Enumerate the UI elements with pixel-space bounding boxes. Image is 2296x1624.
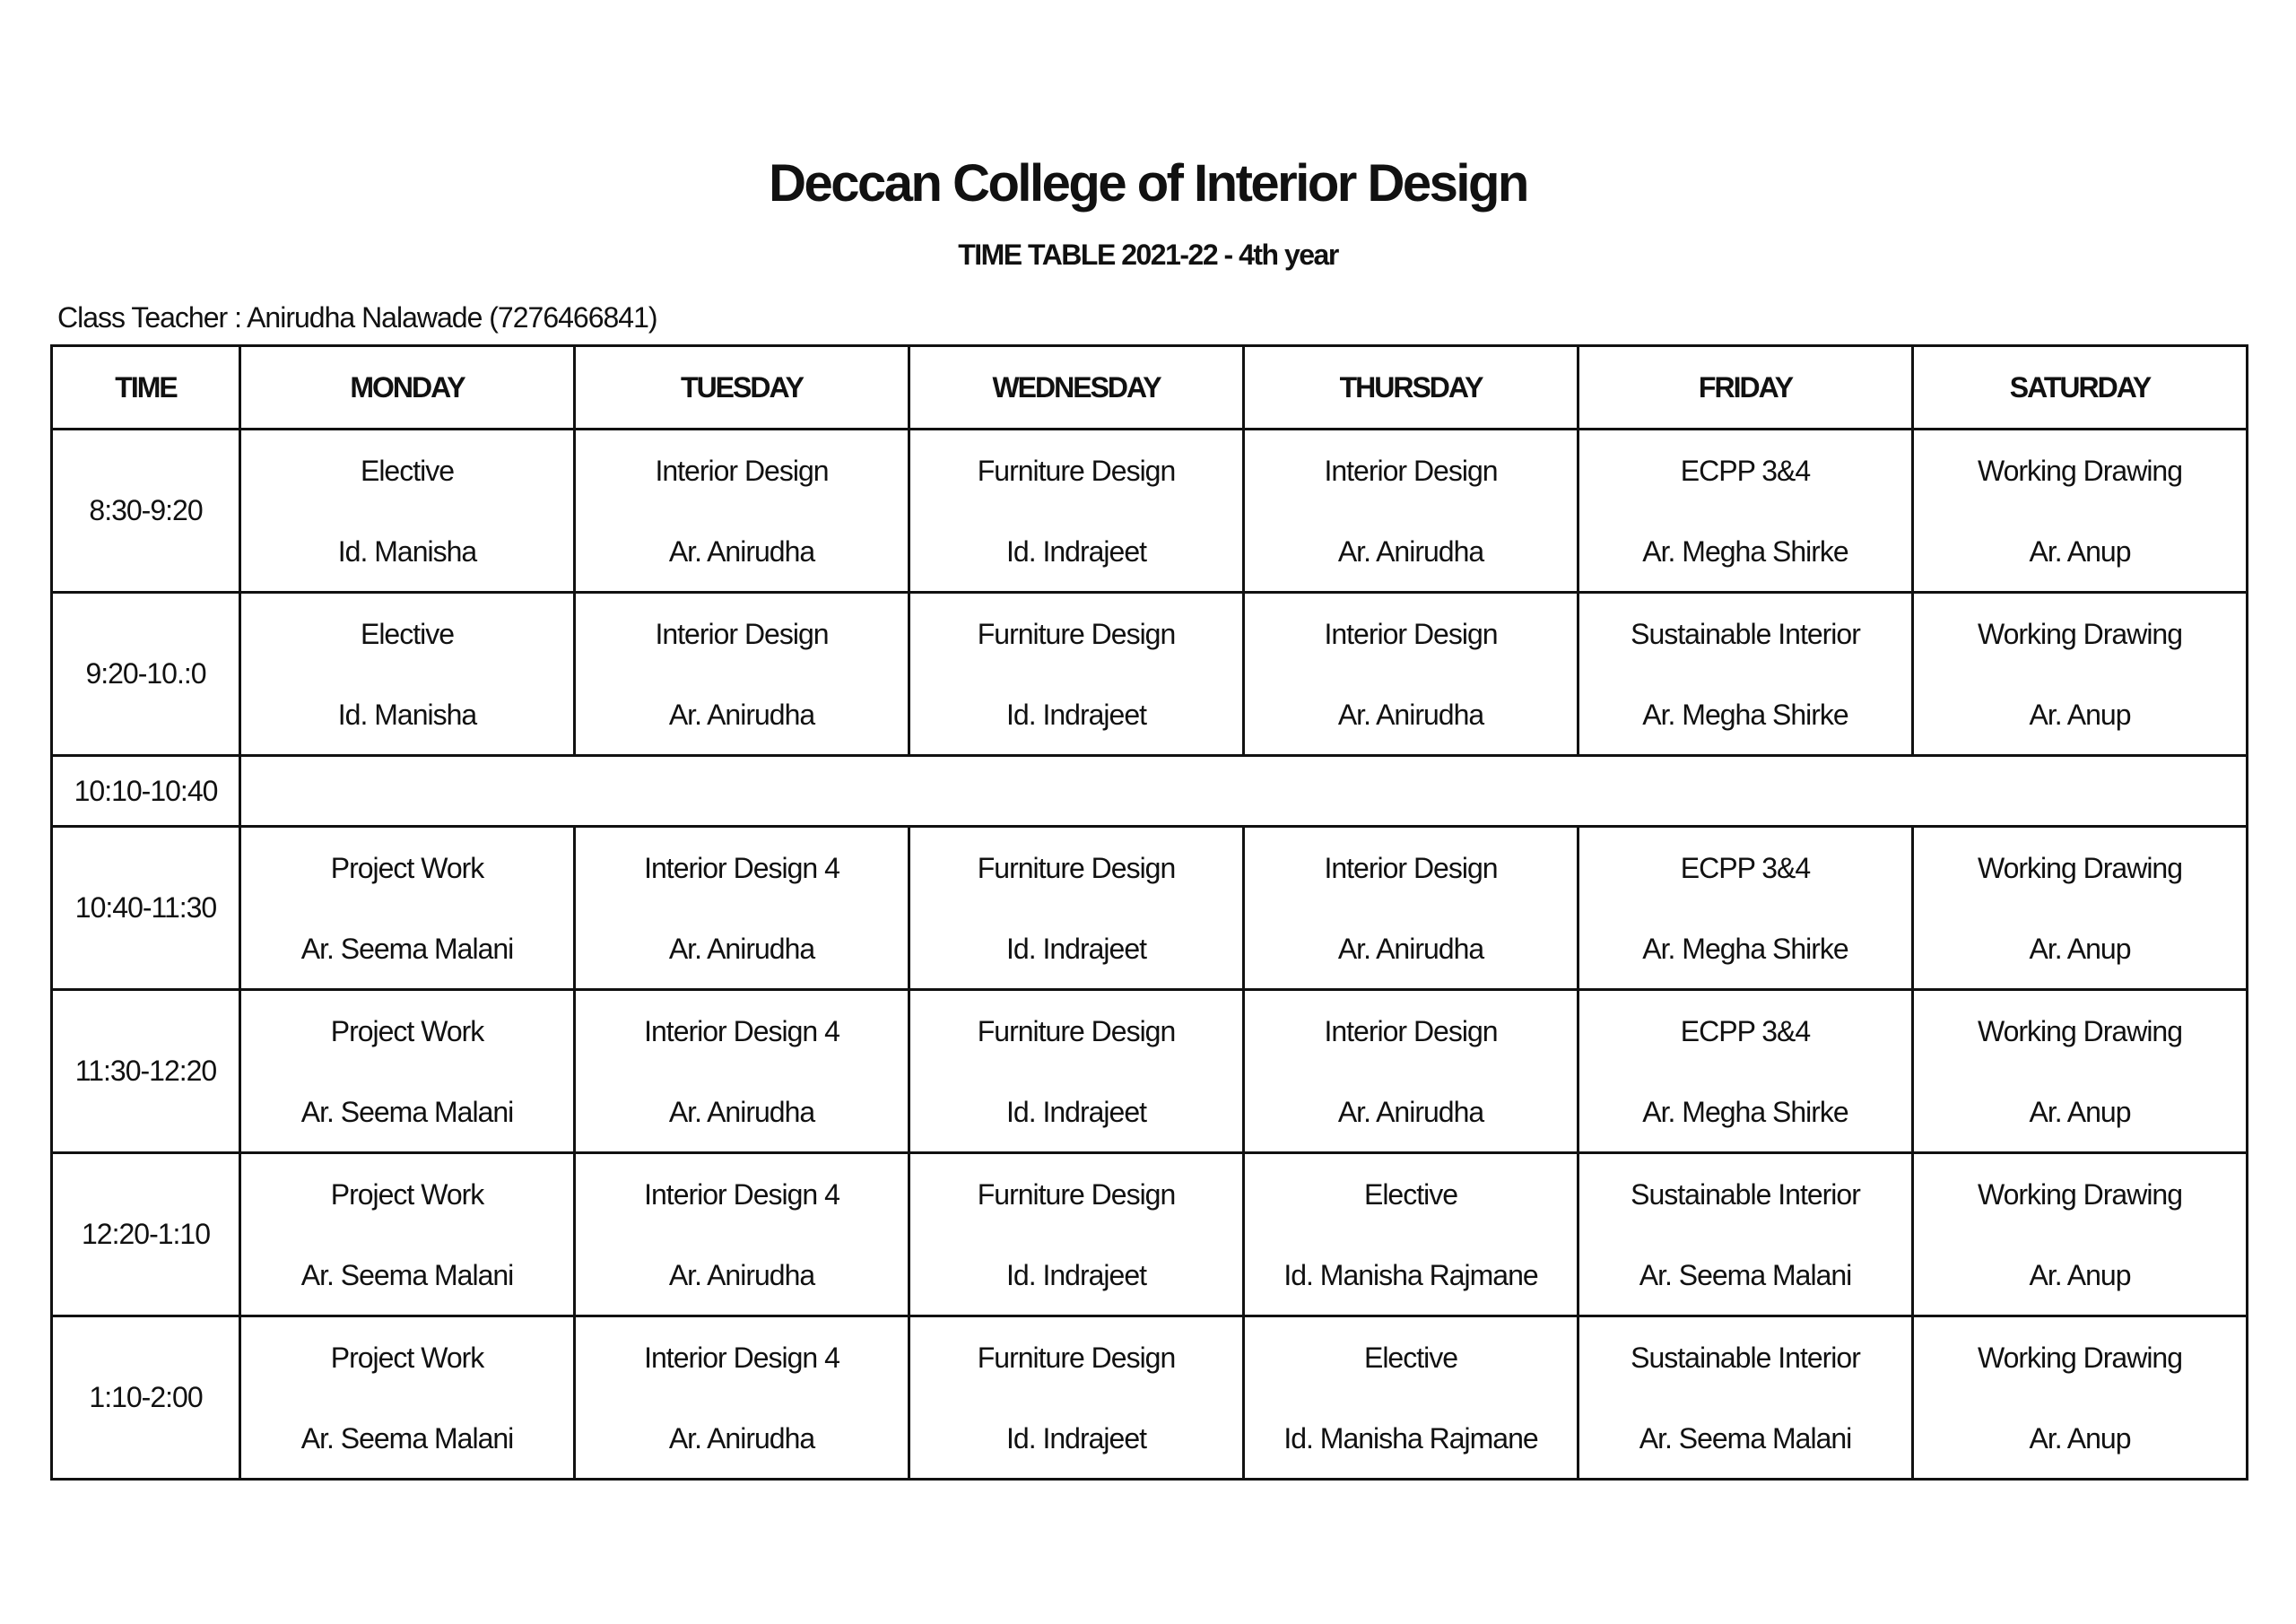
break-row bbox=[52, 756, 2248, 827]
break-cell bbox=[240, 756, 2248, 827]
subject-text: ECPP 3&4 bbox=[1680, 454, 1811, 487]
schedule-cell bbox=[1244, 1316, 1578, 1480]
subject-text: ECPP 3&4 bbox=[1680, 851, 1811, 884]
header-time: TIME bbox=[52, 346, 240, 430]
time-cell: 10:40-11:30 bbox=[52, 827, 240, 990]
teacher-text: Ar. Anirudha bbox=[1337, 1095, 1484, 1128]
subject-text: Working Drawing bbox=[1977, 454, 2183, 487]
subject-text: Interior Design 4 bbox=[644, 851, 839, 884]
schedule-cell bbox=[575, 827, 909, 990]
subject-text: Interior Design bbox=[655, 454, 829, 487]
header-row bbox=[52, 346, 2248, 430]
schedule-cell bbox=[1913, 593, 2248, 756]
teacher-text: Id. Indrajeet bbox=[1006, 1258, 1146, 1291]
schedule-cell bbox=[909, 827, 1244, 990]
schedule-cell bbox=[1244, 827, 1578, 990]
time-cell: 1:10-2:00 bbox=[52, 1316, 240, 1480]
subject-text: Elective bbox=[1363, 1177, 1458, 1211]
teacher-text: Ar. Anirudha bbox=[668, 932, 815, 965]
subject-text: ECPP 3&4 bbox=[1680, 1014, 1811, 1047]
subject-text: Interior Design bbox=[1324, 1014, 1498, 1047]
schedule-cell bbox=[1244, 593, 1578, 756]
teacher-text: Ar. Megha Shirke bbox=[1642, 534, 1848, 568]
subject-text: Interior Design bbox=[1324, 454, 1498, 487]
subject-text: Interior Design bbox=[1324, 617, 1498, 650]
teacher-text: Ar. Anirudha bbox=[1337, 698, 1484, 731]
subject-text: Sustainable Interior bbox=[1631, 1341, 1860, 1374]
teacher-text: Ar. Anirudha bbox=[1337, 932, 1484, 965]
teacher-text: Ar. Anup bbox=[2029, 932, 2131, 965]
teacher-text: Ar. Anup bbox=[2029, 1095, 2131, 1128]
timetable bbox=[50, 344, 2248, 1481]
header-wednesday: WEDNESDAY bbox=[909, 346, 1244, 430]
subject-text: Furniture Design bbox=[977, 1341, 1176, 1374]
page-subtitle: TIME TABLE 2021-22 - 4th year bbox=[958, 239, 1338, 271]
schedule-cell bbox=[1913, 1153, 2248, 1316]
teacher-text: Ar. Megha Shirke bbox=[1642, 932, 1848, 965]
subject-text: Interior Design bbox=[1324, 851, 1498, 884]
table-row bbox=[52, 990, 2248, 1153]
schedule-cell bbox=[1244, 1153, 1578, 1316]
schedule-cell bbox=[575, 1153, 909, 1316]
time-cell: 12:20-1:10 bbox=[52, 1153, 240, 1316]
time-cell: 10:10-10:40 bbox=[52, 756, 240, 827]
teacher-text: Ar. Anirudha bbox=[668, 698, 815, 731]
teacher-text: Ar. Seema Malani bbox=[1639, 1258, 1852, 1291]
teacher-text: Id. Indrajeet bbox=[1006, 698, 1146, 731]
header-thursday: THURSDAY bbox=[1244, 346, 1578, 430]
subject-text: Furniture Design bbox=[977, 1177, 1176, 1211]
schedule-cell bbox=[909, 430, 1244, 593]
teacher-text: Ar. Seema Malani bbox=[1639, 1421, 1852, 1455]
header-tuesday: TUESDAY bbox=[575, 346, 909, 430]
teacher-text: Id. Manisha bbox=[337, 698, 477, 731]
table-row bbox=[52, 827, 2248, 990]
subject-text: Sustainable Interior bbox=[1631, 617, 1860, 650]
subject-text: Sustainable Interior bbox=[1631, 1177, 1860, 1211]
header-monday: MONDAY bbox=[240, 346, 575, 430]
table-row bbox=[52, 593, 2248, 756]
subject-text: Interior Design bbox=[655, 617, 829, 650]
subject-text: Working Drawing bbox=[1977, 1177, 2183, 1211]
header-friday: FRIDAY bbox=[1578, 346, 1913, 430]
schedule-cell bbox=[240, 1153, 575, 1316]
schedule-cell bbox=[1578, 430, 1913, 593]
subject-text: Furniture Design bbox=[977, 617, 1176, 650]
subject-text: Working Drawing bbox=[1977, 617, 2183, 650]
subject-text: Elective bbox=[360, 617, 455, 650]
teacher-text: Ar. Anirudha bbox=[668, 534, 815, 568]
subject-text: Project Work bbox=[330, 1177, 484, 1211]
schedule-cell bbox=[1578, 1153, 1913, 1316]
teacher-text: Id. Manisha Rajmane bbox=[1283, 1258, 1538, 1291]
schedule-cell bbox=[575, 593, 909, 756]
schedule-cell bbox=[240, 430, 575, 593]
time-cell: 11:30-12:20 bbox=[52, 990, 240, 1153]
subject-text: Furniture Design bbox=[977, 454, 1176, 487]
teacher-text: Ar. Megha Shirke bbox=[1642, 698, 1848, 731]
class-teacher-label: Class Teacher : Anirudha Nalawade (7276466841) bbox=[57, 301, 657, 334]
subject-text: Furniture Design bbox=[977, 851, 1176, 884]
teacher-text: Id. Manisha Rajmane bbox=[1283, 1421, 1538, 1455]
subject-text: Project Work bbox=[330, 1014, 484, 1047]
time-cell: 8:30-9:20 bbox=[52, 430, 240, 593]
teacher-text: Id. Manisha bbox=[337, 534, 477, 568]
subject-text: Elective bbox=[1363, 1341, 1458, 1374]
schedule-cell bbox=[575, 990, 909, 1153]
teacher-text: Ar. Seema Malani bbox=[300, 1258, 514, 1291]
subject-text: Interior Design 4 bbox=[644, 1177, 839, 1211]
table-row bbox=[52, 1316, 2248, 1480]
schedule-cell bbox=[575, 1316, 909, 1480]
subject-text: Project Work bbox=[330, 851, 484, 884]
teacher-text: Id. Indrajeet bbox=[1006, 1421, 1146, 1455]
schedule-cell bbox=[1244, 430, 1578, 593]
subject-text: Interior Design 4 bbox=[644, 1341, 839, 1374]
schedule-cell bbox=[1578, 827, 1913, 990]
schedule-cell bbox=[1913, 827, 2248, 990]
teacher-text: Id. Indrajeet bbox=[1006, 534, 1146, 568]
teacher-text: Ar. Megha Shirke bbox=[1642, 1095, 1848, 1128]
subject-text: Working Drawing bbox=[1977, 851, 2183, 884]
schedule-cell bbox=[909, 593, 1244, 756]
teacher-text: Ar. Anup bbox=[2029, 1421, 2131, 1455]
subject-text: Project Work bbox=[330, 1341, 484, 1374]
schedule-cell bbox=[1578, 1316, 1913, 1480]
teacher-text: Ar. Anirudha bbox=[668, 1258, 815, 1291]
subject-text: Working Drawing bbox=[1977, 1341, 2183, 1374]
header-saturday: SATURDAY bbox=[1913, 346, 2248, 430]
schedule-cell bbox=[240, 593, 575, 756]
table-row bbox=[52, 430, 2248, 593]
schedule-cell bbox=[240, 827, 575, 990]
teacher-text: Ar. Seema Malani bbox=[300, 932, 514, 965]
schedule-cell bbox=[1913, 1316, 2248, 1480]
teacher-text: Ar. Seema Malani bbox=[300, 1421, 514, 1455]
schedule-cell bbox=[575, 430, 909, 593]
schedule-cell bbox=[909, 1316, 1244, 1480]
schedule-cell bbox=[1913, 430, 2248, 593]
teacher-text: Id. Indrajeet bbox=[1006, 1095, 1146, 1128]
teacher-text: Ar. Anup bbox=[2029, 698, 2131, 731]
subject-text: Elective bbox=[360, 454, 455, 487]
table-row bbox=[52, 1153, 2248, 1316]
schedule-cell bbox=[909, 1153, 1244, 1316]
subject-text: Working Drawing bbox=[1977, 1014, 2183, 1047]
subject-text: Furniture Design bbox=[977, 1014, 1176, 1047]
subject-text: Interior Design 4 bbox=[644, 1014, 839, 1047]
teacher-text: Ar. Anup bbox=[2029, 534, 2131, 568]
teacher-text: Ar. Seema Malani bbox=[300, 1095, 514, 1128]
time-cell: 9:20-10.:0 bbox=[52, 593, 240, 756]
teacher-text: Ar. Anirudha bbox=[668, 1421, 815, 1455]
schedule-cell bbox=[240, 990, 575, 1153]
schedule-cell bbox=[1578, 990, 1913, 1153]
schedule-cell bbox=[1578, 593, 1913, 756]
schedule-cell bbox=[240, 1316, 575, 1480]
teacher-text: Ar. Anirudha bbox=[668, 1095, 815, 1128]
page-title: Deccan College of Interior Design bbox=[769, 154, 1527, 213]
schedule-cell bbox=[909, 990, 1244, 1153]
teacher-text: Ar. Anirudha bbox=[1337, 534, 1484, 568]
schedule-cell bbox=[1244, 990, 1578, 1153]
teacher-text: Ar. Anup bbox=[2029, 1258, 2131, 1291]
schedule-cell bbox=[1913, 990, 2248, 1153]
teacher-text: Id. Indrajeet bbox=[1006, 932, 1146, 965]
